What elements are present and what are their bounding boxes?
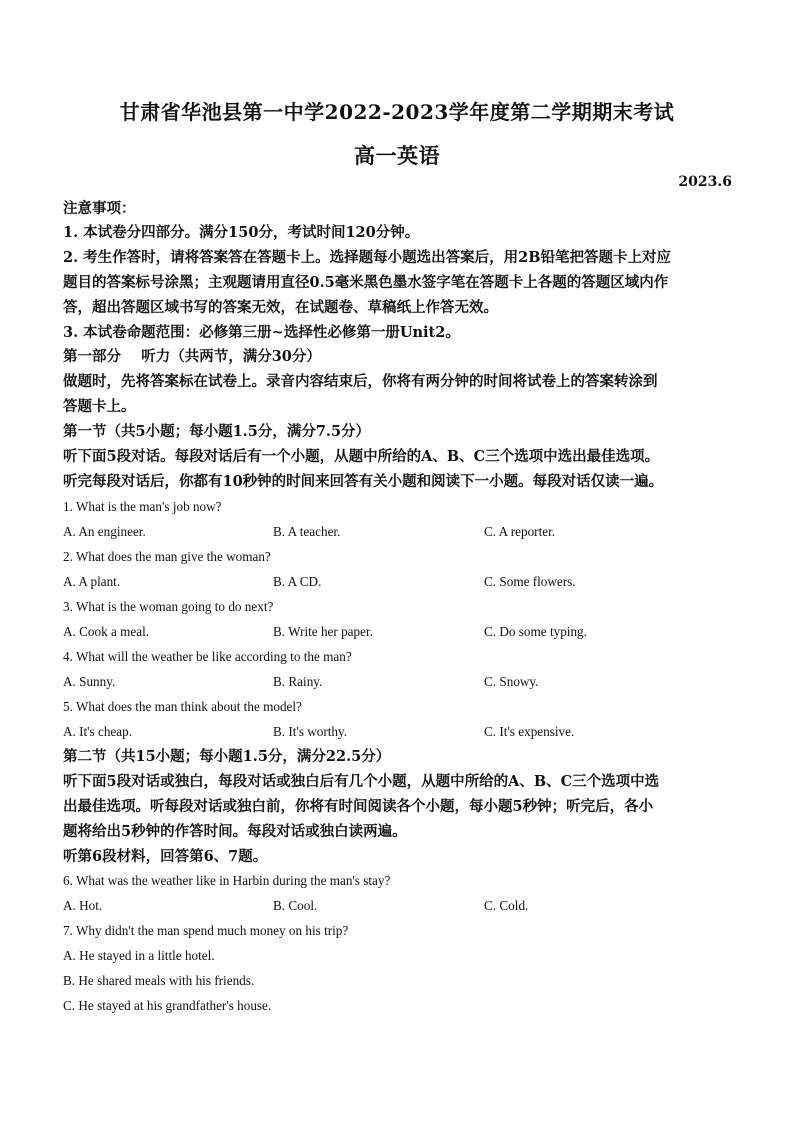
notes-heading: 注意事项： (63, 200, 136, 217)
part1-heading: 第一部分 听力（共两节，满分30分） (63, 348, 321, 365)
exam-title: 甘肃省华池县第一中学2022-2023学年度第二学期期末考试 (119, 100, 675, 124)
option-a: A. It's cheap. (63, 724, 133, 739)
section2-instruction: 题将给出5秒钟的作答时间。每段对话或独白读两遍。 (63, 823, 407, 840)
section2-heading: 第二节（共15小题；每小题1.5分，满分22.5分） (63, 748, 391, 765)
option-b: B. Rainy. (273, 674, 323, 689)
option-c: C. It's expensive. (484, 724, 575, 739)
exam-date: 2023.6 (678, 174, 732, 190)
option-a: A. He stayed in a little hotel. (63, 948, 215, 963)
part1-instruction: 做题时，先将答案标在试卷上。录音内容结束后，你将有两分钟的时间将试卷上的答案转涂到 (63, 373, 658, 390)
exam-subtitle: 高一英语 (354, 143, 440, 168)
option-c: C. Cold. (484, 898, 529, 913)
option-c: C. Snowy. (484, 674, 539, 689)
option-b: B. Cool. (273, 898, 318, 913)
option-a: A. A plant. (63, 574, 121, 589)
option-c: C. He stayed at his grandfather's house. (63, 998, 272, 1013)
notes-line: 题目的答案标号涂黑；主观题请用直径0.5毫米黑色墨水签字笔在答题卡上各题的答题区域内作 (63, 274, 669, 291)
option-b: B. It's worthy. (273, 724, 348, 739)
question-5-options (63, 724, 743, 740)
question-4: 4. What will the weather be like according to the man? (63, 649, 352, 664)
question-3-options (63, 624, 743, 640)
option-a: A. Cook a meal. (63, 624, 150, 639)
option-a: A. An engineer. (63, 524, 146, 539)
material-heading: 听第6段材料，回答第6、7题。 (63, 848, 268, 865)
question-6: 6. What was the weather like in Harbin during the man's stay? (63, 873, 391, 888)
question-2-options (63, 574, 743, 590)
option-b: B. Write her paper. (273, 624, 373, 639)
question-1: 1. What is the man's job now? (63, 499, 222, 514)
option-a: A. Hot. (63, 898, 103, 913)
notes-line: 2. 考生作答时，请将答案答在答题卡上。选择题每小题选出答案后，用2B铅笔把答题卡上对应 (63, 249, 672, 266)
option-a: A. Sunny. (63, 674, 116, 689)
notes-line: 1. 本试卷分四部分。满分150分，考试时间120分钟。 (63, 224, 420, 241)
part1-instruction: 答题卡上。 (63, 398, 136, 415)
question-4-options (63, 674, 743, 690)
question-6-options (63, 898, 743, 914)
section1-instruction: 听完每段对话后，你都有10秒钟的时间来回答有关小题和阅读下一小题。每段对话仅读一遍。 (63, 473, 664, 490)
option-b: B. A CD. (273, 574, 322, 589)
section1-instruction: 听下面5段对话。每段对话后有一个小题，从题中所给的A、B、C三个选项中选出最佳选项。 (63, 448, 660, 465)
option-c: C. A reporter. (484, 524, 556, 539)
section2-instruction: 听下面5段对话或独白，每段对话或独白后有几个小题，从题中所给的A、B、C三个选项中选 (63, 773, 660, 790)
notes-line: 答，超出答题区域书写的答案无效，在试题卷、草稿纸上作答无效。 (63, 299, 498, 316)
question-7: 7. Why didn't the man spend much money on his trip? (63, 923, 349, 938)
option-b: B. A teacher. (273, 524, 341, 539)
option-c: C. Do some typing. (484, 624, 587, 639)
question-5: 5. What does the man think about the model? (63, 699, 302, 714)
notes-line: 3. 本试卷命题范围：必修第三册~选择性必修第一册Unit2。 (63, 324, 460, 341)
section1-heading: 第一节（共5小题；每小题1.5分，满分7.5分） (63, 423, 371, 440)
question-1-options (63, 524, 743, 540)
question-2: 2. What does the man give the woman? (63, 549, 271, 564)
option-b: B. He shared meals with his friends. (63, 973, 255, 988)
question-3: 3. What is the woman going to do next? (63, 599, 274, 614)
option-c: C. Some flowers. (484, 574, 576, 589)
section2-instruction: 出最佳选项。听每段对话或独白前，你将有时间阅读各个小题，每小题5秒钟；听完后，各小 (63, 798, 654, 815)
